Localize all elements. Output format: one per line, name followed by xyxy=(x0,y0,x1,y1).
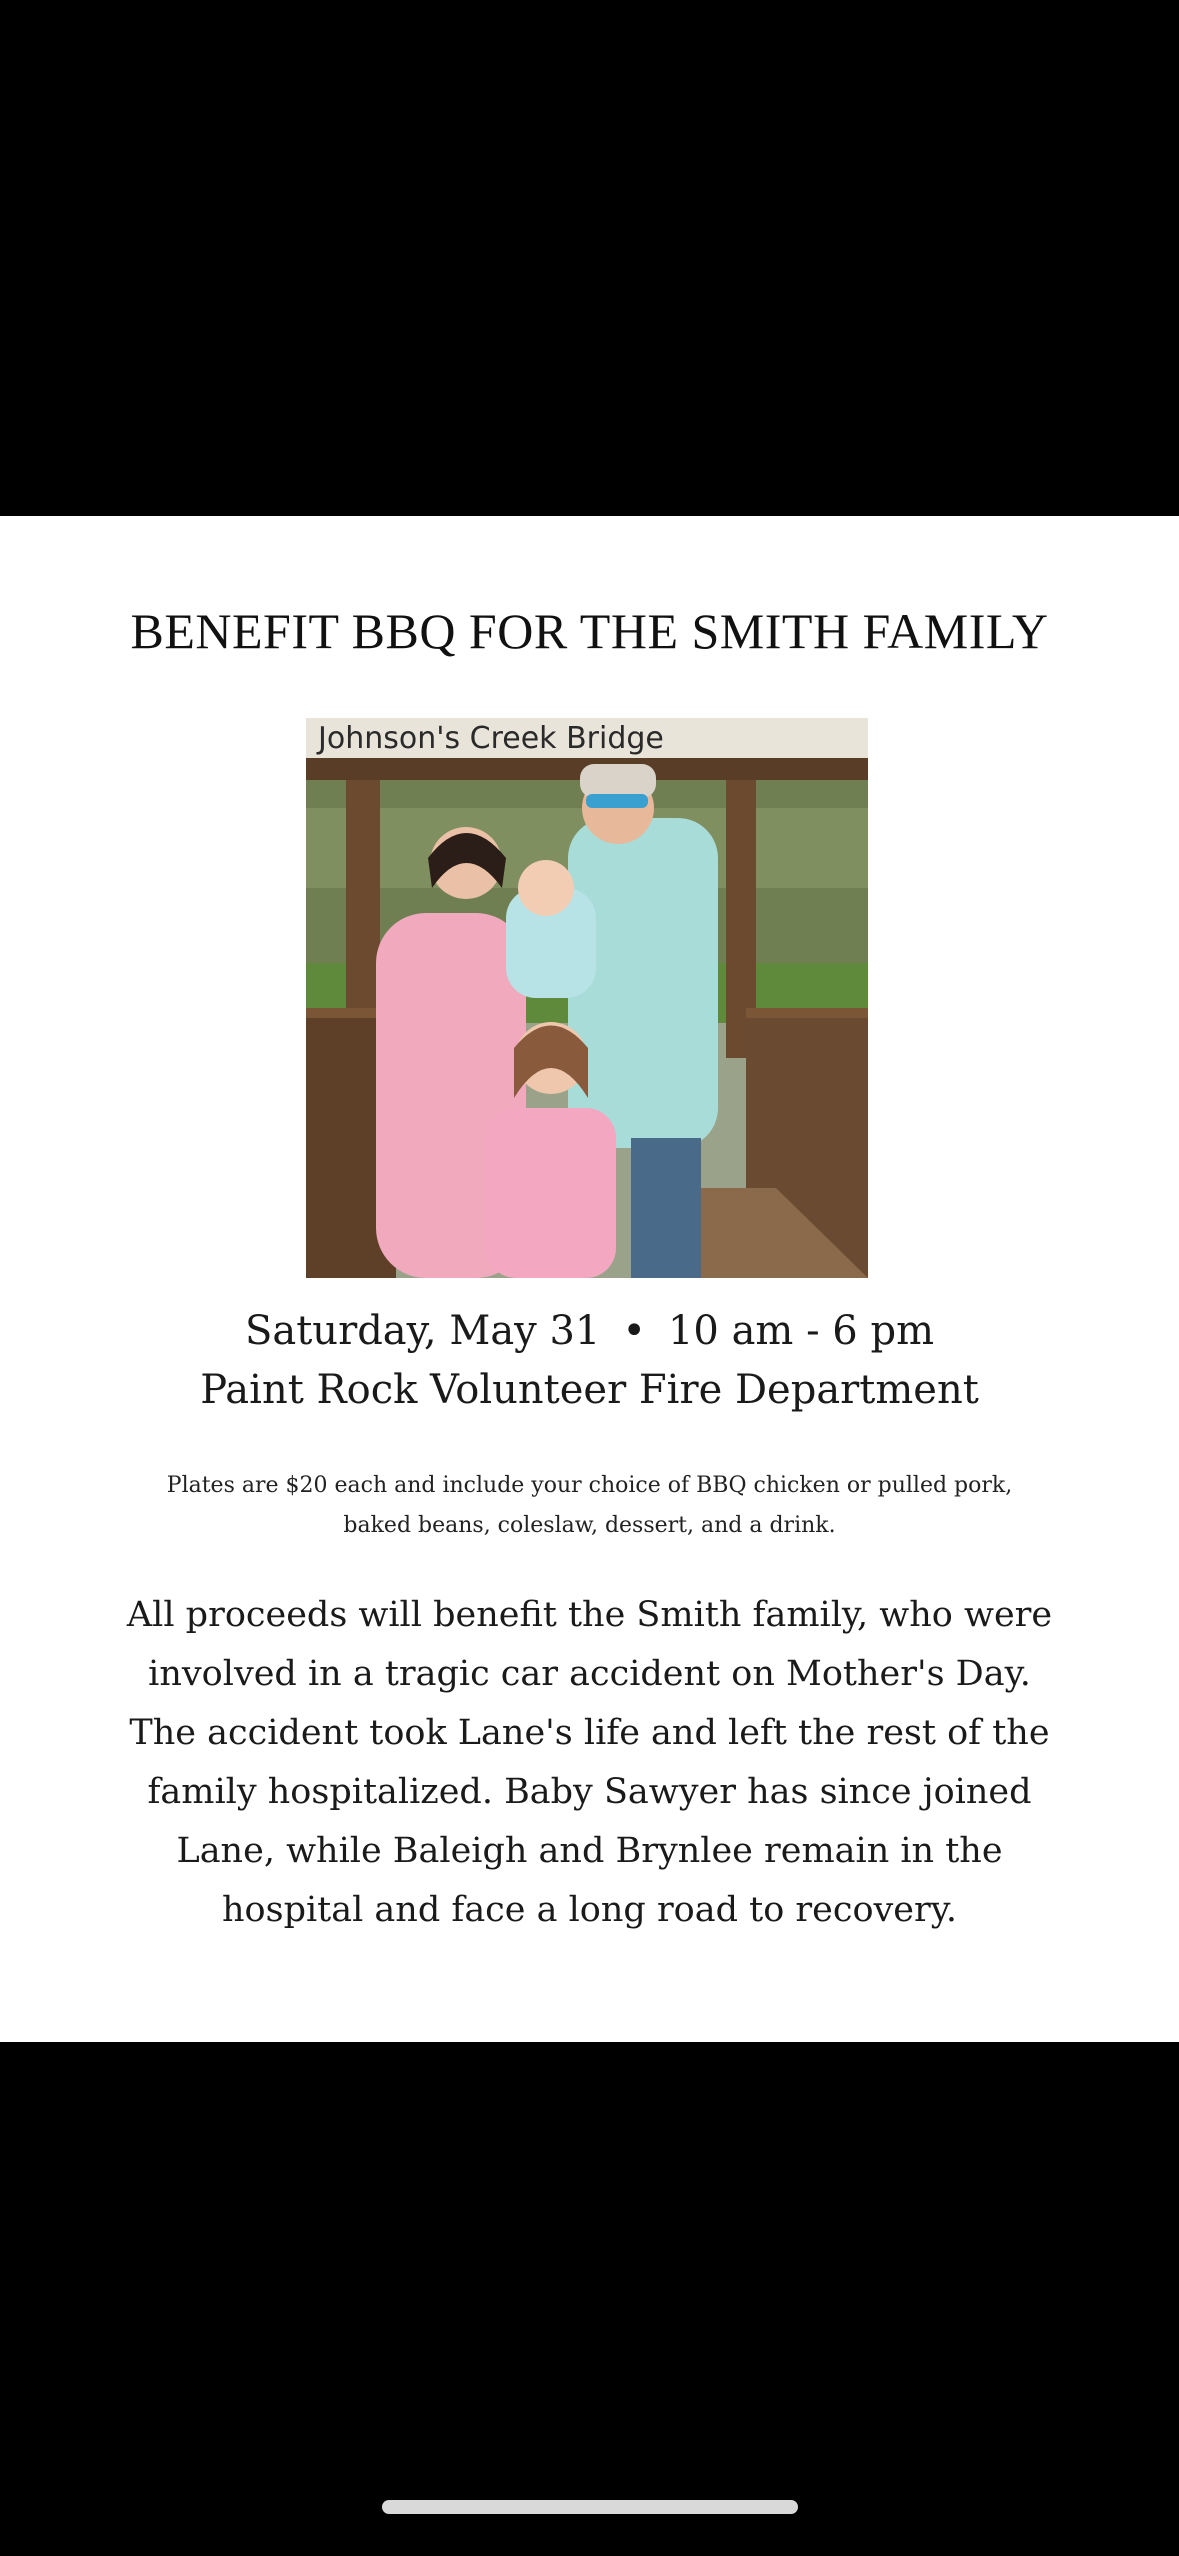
event-date: Saturday, May 31 xyxy=(244,1308,601,1354)
proceeds-line: Lane, while Baleigh and Brynlee remain in the xyxy=(176,1831,1003,1871)
proceeds-line: family hospitalized. Baby Sawyer has since joined xyxy=(147,1772,1032,1812)
bridge-sign-text: Johnson's Creek Bridge xyxy=(318,721,664,756)
flyer-title: BENEFIT BBQ FOR THE SMITH FAMILY xyxy=(130,603,1049,659)
plates-description xyxy=(60,1466,1119,1546)
proceeds-line: hospital and face a long road to recovery. xyxy=(222,1890,957,1930)
event-date-time xyxy=(0,1308,1179,1354)
plates-line-2: baked beans, coleslaw, dessert, and a drink. xyxy=(343,1513,836,1538)
proceeds-paragraph xyxy=(60,1586,1119,1940)
proceeds-line: All proceeds will benefit the Smith family, who were xyxy=(126,1595,1053,1635)
bullet-separator: • xyxy=(622,1308,646,1354)
event-venue: Paint Rock Volunteer Fire Department xyxy=(200,1367,979,1413)
event-time: 10 am - 6 pm xyxy=(667,1308,935,1354)
benefit-flyer xyxy=(0,516,1179,2042)
home-indicator[interactable] xyxy=(382,2500,798,2514)
proceeds-line: involved in a tragic car accident on Mother's Day. xyxy=(148,1654,1031,1694)
plates-line-1: Plates are $20 each and include your choice of BBQ chicken or pulled pork, xyxy=(166,1473,1013,1498)
family-photo xyxy=(306,718,868,1278)
proceeds-line: The accident took Lane's life and left the rest of the xyxy=(129,1713,1050,1753)
